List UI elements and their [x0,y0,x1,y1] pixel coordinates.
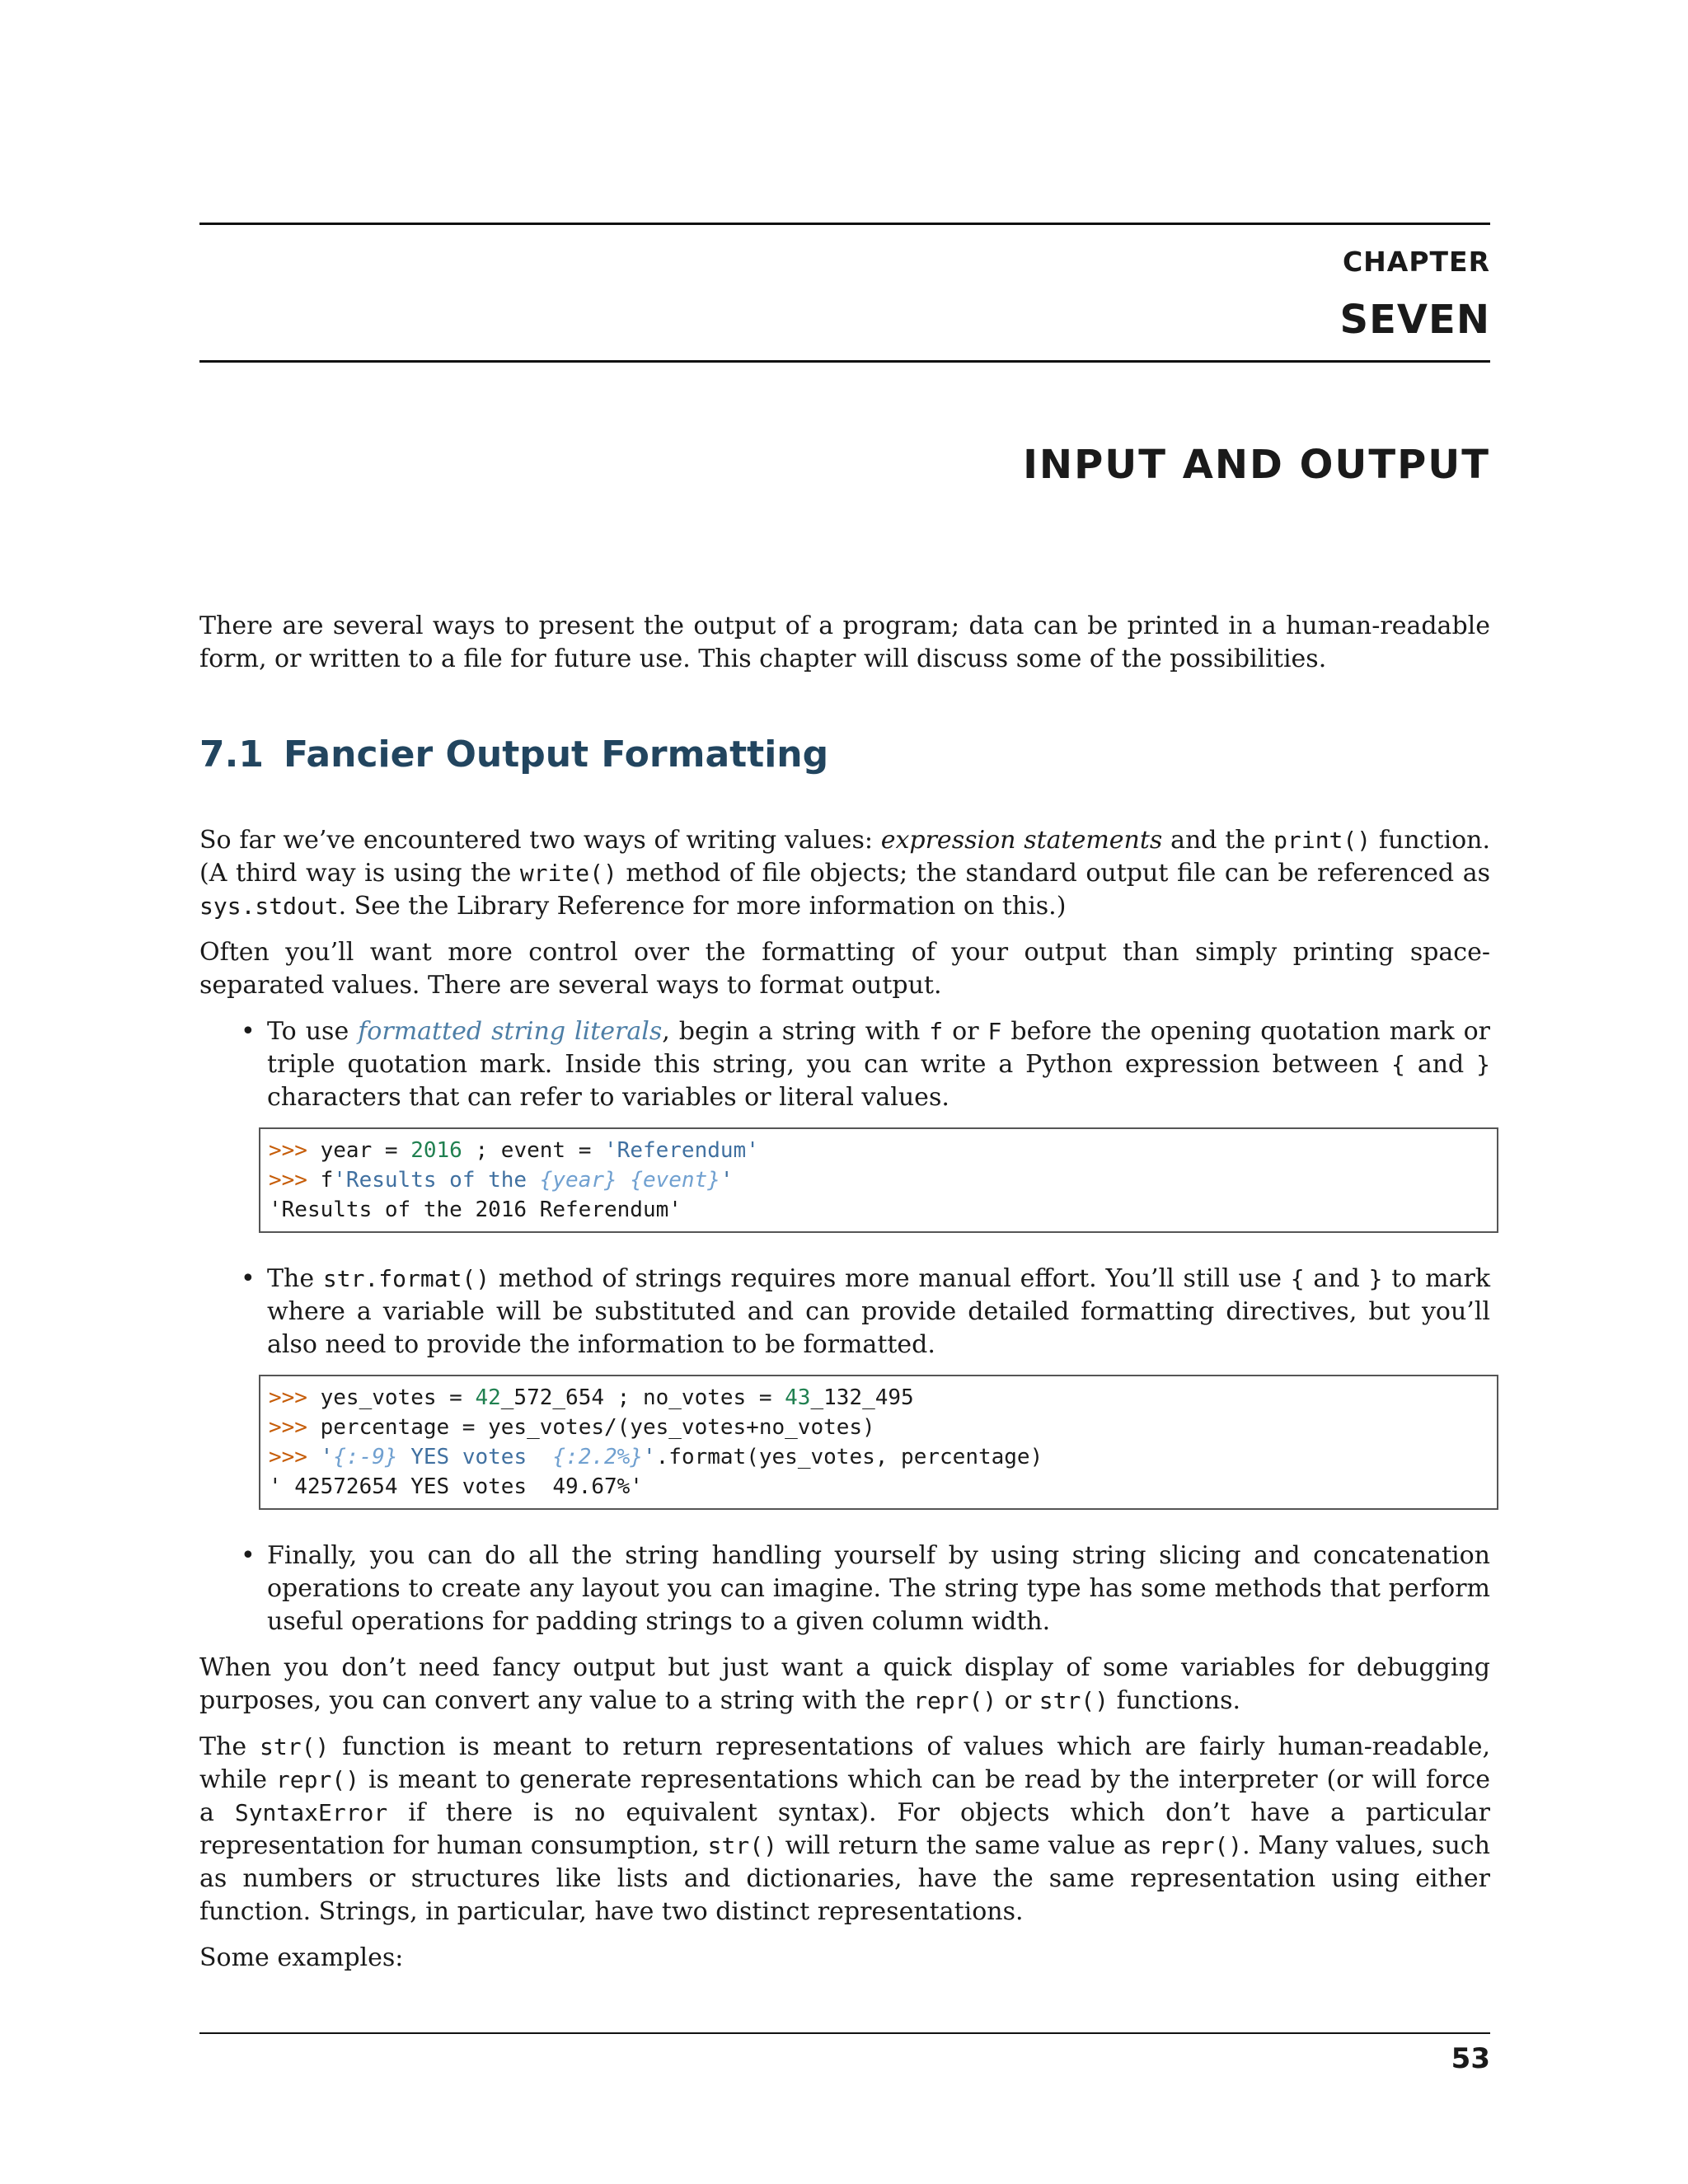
paragraph-output-ways: So far we’ve encountered two ways of writing values: expression statements and the print() function. (A third way is using the write() method of file objects; the standard output file can be referenced as sys.stdout. See the Library Reference for more information on this.) [199,826,1491,921]
bullet-icon: • [241,1264,256,1293]
code-output-line: ' 42572654 YES votes 49.67%' [269,1474,643,1499]
inline-code: sys.stdout [199,893,339,920]
main-content [199,610,1490,1988]
paragraph-examples: Some examples: [199,1943,404,1972]
intro-paragraph: There are several ways to present the output of a program; data can be printed in a human-readable form, or written to a file for future use. This chapter will discuss some of the possibilities. [199,612,1490,673]
footer-rule [199,2032,1490,2034]
code-output-line: 'Results of the 2016 Referendum' [269,1197,682,1222]
format-methods-list-end [199,1540,1490,1638]
section-number: 7.1 [199,733,264,776]
code-line: >>> yes_votes = 42_572_654 ; no_votes = 43_132_495 [269,1385,914,1410]
inline-code: write() [519,860,617,887]
chapter-title: INPUT AND OUTPUT [1023,442,1490,488]
section-heading [199,732,1490,778]
bullet-icon: • [241,1541,256,1570]
list-item: • The str.format() method of strings requires more manual effort. You’ll still use { and } to mark where a variable will be substituted and can provide detailed formatting directives, but you’ll also need to provide the information to be formatted. [241,1264,1490,1359]
chapter-label: CHAPTER [1342,246,1490,278]
inline-code: print() [1273,827,1372,854]
bullet-icon: • [241,1017,256,1046]
code-line: >>> year = 2016 ; event = 'Referendum' [269,1138,759,1163]
expression-statements-term: expression statements [880,826,1163,855]
paragraph-str-vs-repr: The str() function is meant to return representations of values which are fairly human-readable, while repr() is meant to generate representations which can be read by the interpreter (or will force a SyntaxError if there is no equivalent syntax). For objects which don’t have a particular representation for human consumption, str() will return the same value as repr(). Many values, such as numbers or structures like lists and dictionaries, have the same representation using either function. Strings, in particular, have two distinct representations. [199,1732,1491,1926]
list-item: • To use formatted string literals, begin a string with f or F before the opening quotation mark or triple quotation mark. Inside this string, you can write a Python expression between { and } characters that can refer to variables or literal values. [241,1017,1491,1112]
formatted-string-literals-link[interactable]: formatted string literals [358,1017,663,1046]
paragraph-repr-str: When you don’t need fancy output but just want a quick display of some variables for debugging purposes, you can convert any value to a string with the repr() or str() functions. [199,1653,1490,1715]
chapter-top-rule [199,223,1490,225]
code-line: >>> f'Results of the {year} {event}' [269,1168,734,1193]
chapter-bottom-rule [199,360,1490,363]
code-block-str-format [259,1375,1498,1510]
list-item: • Finally, you can do all the string handling yourself by using string slicing and concatenation operations to create any layout you can imagine. The string type has some methods that perform useful operations for padding strings to a given column width. [241,1541,1490,1636]
page-number: 53 [1451,2042,1490,2075]
format-methods-list [199,1015,1490,1114]
code-block-fstring [259,1127,1498,1233]
code-line: >>> '{:-9} YES votes {:2.2%}'.format(yes_votes, percentage) [269,1445,1043,1469]
paragraph-format-intro: Often you’ll want more control over the formatting of your output than simply printing space-separated values. There are several ways to format output. [199,938,1490,1000]
format-methods-list-cont [199,1263,1490,1361]
chapter-number: SEVEN [1339,297,1490,343]
code-line: >>> percentage = yes_votes/(yes_votes+no_votes) [269,1415,875,1440]
section-title: Fancier Output Formatting [283,733,829,776]
